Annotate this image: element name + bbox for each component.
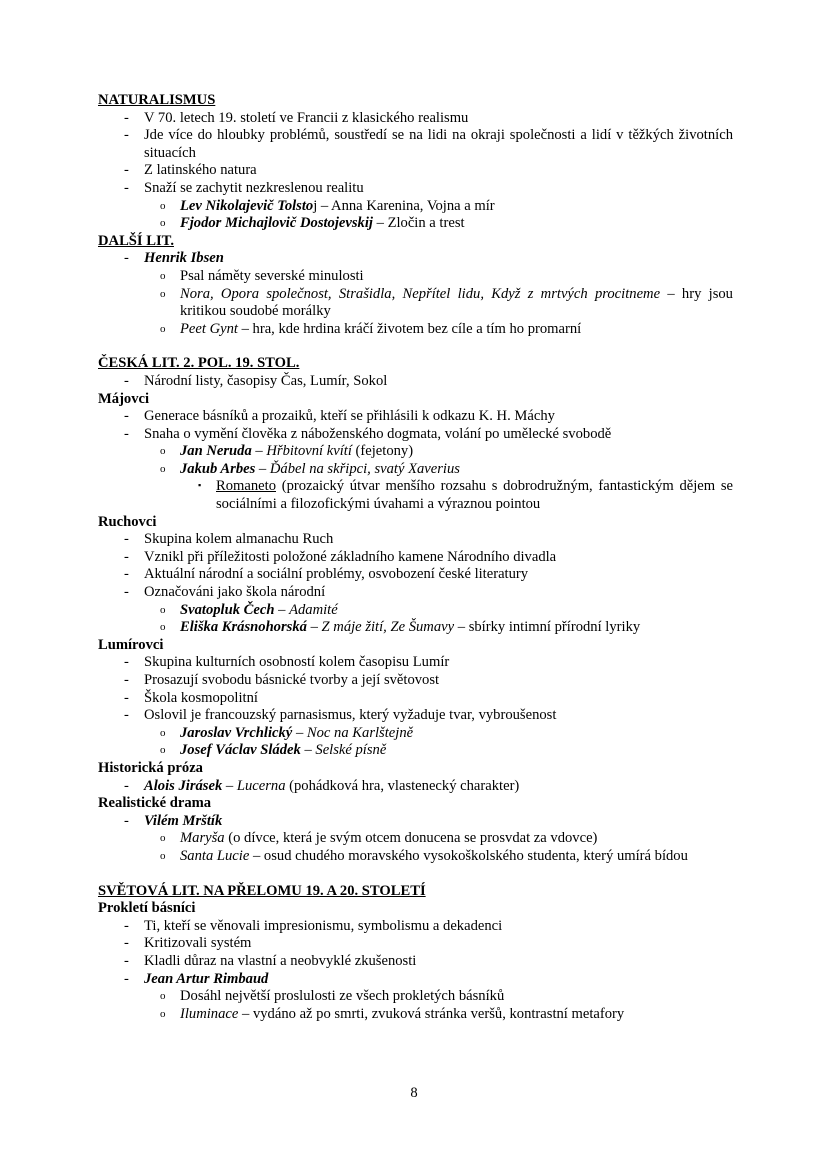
list-item-text: – hra, kde hrdina kráčí životem bez cíle a tím ho promarní bbox=[237, 320, 582, 337]
list-item-text: V 70. letech 19. století ve Francii z klasického realismu bbox=[144, 109, 469, 126]
dash-bullet: - bbox=[124, 548, 129, 565]
list-item bbox=[98, 813, 733, 831]
circle-bullet: o bbox=[160, 603, 166, 616]
work-title: Peet Gynt bbox=[180, 320, 238, 337]
list-item bbox=[98, 778, 733, 796]
dash-bullet: - bbox=[124, 109, 129, 126]
author-name: Svatopluk Čech bbox=[180, 601, 275, 618]
list-item bbox=[98, 619, 733, 637]
list-item-text: Snaha o vymění člověka z náboženského dogmata, volání po umělecké svobodě bbox=[144, 425, 612, 442]
list-item-tail: (pohádková hra, vlastenecký charakter) bbox=[285, 777, 520, 794]
dash-bullet: - bbox=[124, 952, 129, 969]
list-item-text: – vydáno až po smrti, zvuková stránka veršů, kontrastní metafory bbox=[238, 1005, 625, 1022]
dash-bullet: - bbox=[124, 812, 129, 829]
list-item bbox=[98, 443, 733, 461]
square-bullet: ▪ bbox=[198, 480, 202, 491]
dash-bullet: - bbox=[124, 127, 129, 144]
author-name: Alois Jirásek bbox=[144, 777, 223, 794]
subsection-heading-majovci: Májovci bbox=[98, 390, 150, 407]
page-number: 8 bbox=[410, 1085, 418, 1101]
dash-bullet: - bbox=[124, 672, 129, 688]
author-name: Lev Nikolajevič Tolsto bbox=[180, 197, 314, 214]
list-item bbox=[98, 654, 733, 672]
work-title: Lucerna bbox=[236, 777, 286, 794]
list-item-text: Jde více do hloubky problémů, soustředí se na lidi na okraji společnosti a lidí v těžkých životních situacích bbox=[144, 127, 733, 161]
list-item bbox=[98, 672, 733, 690]
list-item bbox=[98, 215, 733, 233]
list-item-text: Kladli důraz na vlastní a neobvyklé zkušenosti bbox=[144, 952, 417, 969]
list-item-text: – bbox=[274, 601, 290, 618]
list-item bbox=[98, 531, 733, 549]
list-item-text: – Zločin a trest bbox=[372, 215, 465, 232]
subsection-heading-historicka-proza: Historická próza bbox=[98, 759, 203, 776]
dash-bullet: - bbox=[124, 970, 129, 987]
dash-bullet: - bbox=[124, 372, 129, 389]
dash-bullet: - bbox=[124, 566, 129, 583]
dash-bullet: - bbox=[124, 935, 129, 952]
circle-bullet: o bbox=[160, 322, 166, 335]
list-item-text: Dosáhl největší proslulosti ze všech prokletých básníků bbox=[180, 988, 505, 1005]
list-item-text: (o dívce, která je svým otcem donucena se prosvdat za vdovce) bbox=[224, 830, 598, 847]
list-item-text: – bbox=[251, 443, 267, 460]
dash-bullet: - bbox=[124, 408, 129, 425]
list-item-text: Skupina kulturních osobností kolem časopisu Lumír bbox=[144, 654, 450, 671]
list-item-text: Oslovil je francouzský parnasismus, který vyžaduje tvar, vybroušenost bbox=[144, 707, 557, 724]
dash-bullet: - bbox=[124, 777, 129, 794]
list-item-text: Psal náměty severské minulosti bbox=[180, 267, 364, 284]
list-item bbox=[98, 180, 733, 198]
list-item bbox=[98, 971, 733, 989]
dash-bullet: - bbox=[124, 162, 129, 179]
list-item-text: – bbox=[292, 724, 307, 741]
work-title: Maryša bbox=[180, 830, 225, 847]
circle-bullet: o bbox=[160, 287, 166, 300]
list-item-text: Generace básníků a prozaiků, kteří se přihlásili k odkazu K. H. Máchy bbox=[144, 408, 555, 425]
circle-bullet: o bbox=[160, 621, 166, 634]
list-item bbox=[98, 707, 733, 725]
work-title: Selské písně bbox=[315, 742, 387, 759]
list-item bbox=[98, 918, 733, 936]
list-item-text: Vznikl při příležitosti položoné základního kamene Národního divadla bbox=[144, 548, 557, 565]
author-name: Eliška Krásnohorská bbox=[180, 619, 307, 636]
circle-bullet: o bbox=[160, 217, 166, 230]
list-item-text: Škola kosmopolitní bbox=[144, 689, 258, 706]
list-item bbox=[98, 268, 733, 286]
list-item-text: Označováni jako škola národní bbox=[144, 584, 326, 601]
list-item-text: Prosazují svobodu básnické tvorby a její světovost bbox=[144, 672, 440, 688]
subsection-heading-lumirovci: Lumírovci bbox=[98, 636, 164, 653]
circle-bullet: o bbox=[160, 269, 166, 282]
list-item-text: (prozaický útvar menšího rozsahu s dobrodružným, fantastickým dějem se sociálními a filozofickými úvahami a výraznou pointou bbox=[216, 478, 733, 513]
author-name: Fjodor Michajlovič Dostojevskij bbox=[180, 215, 373, 232]
list-item-text: – Anna Karenina, Vojna a mír bbox=[317, 197, 495, 214]
circle-bullet: o bbox=[160, 990, 166, 1003]
document-body bbox=[98, 92, 733, 1023]
section-heading-ceska-lit: ČESKÁ LIT. 2. POL. 19. STOL. bbox=[98, 355, 300, 372]
list-item-text: Skupina kolem almanachu Ruch bbox=[144, 531, 334, 548]
list-item bbox=[98, 426, 733, 444]
list-item bbox=[98, 935, 733, 953]
circle-bullet: o bbox=[160, 1007, 166, 1020]
dash-bullet: - bbox=[124, 584, 129, 601]
work-title: Santa Lucie bbox=[180, 847, 250, 864]
dash-bullet: - bbox=[124, 689, 129, 706]
list-item bbox=[98, 250, 733, 268]
list-item-text: – bbox=[300, 742, 316, 759]
subsection-heading-prokleti-basnici: Prokletí básníci bbox=[98, 900, 196, 917]
dash-bullet: - bbox=[124, 917, 129, 934]
list-item bbox=[98, 742, 733, 760]
list-item bbox=[98, 988, 733, 1006]
list-item-tail: (fejetony) bbox=[351, 443, 414, 460]
list-item bbox=[98, 198, 733, 216]
subsection-heading-ruchovci: Ruchovci bbox=[98, 513, 157, 530]
section-heading-dalsi-lit: DALŠÍ LIT. bbox=[98, 232, 174, 249]
section-spacer bbox=[98, 338, 733, 355]
author-name: Josef Václav Sládek bbox=[180, 742, 301, 759]
circle-bullet: o bbox=[160, 849, 166, 862]
work-title: Hřbitovní kvítí bbox=[266, 443, 352, 460]
list-item-text: – bbox=[255, 460, 270, 477]
list-item bbox=[98, 110, 733, 128]
list-item bbox=[98, 690, 733, 708]
circle-bullet: o bbox=[160, 726, 166, 739]
circle-bullet: o bbox=[160, 445, 166, 458]
work-title: Nora, Opora společnost, Strašidla, Nepřítel lidu, Když z mrtvých procitneme bbox=[180, 285, 661, 302]
term: Romaneto bbox=[216, 478, 276, 495]
list-item bbox=[98, 162, 733, 180]
dash-bullet: - bbox=[124, 250, 129, 267]
dash-bullet: - bbox=[124, 654, 129, 671]
list-item bbox=[98, 953, 733, 971]
list-item bbox=[98, 848, 733, 866]
author-name: Jakub Arbes bbox=[180, 460, 256, 477]
dash-bullet: - bbox=[124, 531, 129, 548]
list-item bbox=[98, 461, 733, 479]
circle-bullet: o bbox=[160, 199, 166, 212]
list-item-text: Ti, kteří se věnovali impresionismu, symbolismu a dekadenci bbox=[144, 917, 503, 934]
author-name-tail: j bbox=[313, 197, 318, 214]
list-item bbox=[98, 584, 733, 602]
list-item bbox=[98, 549, 733, 567]
list-item-text: – bbox=[222, 777, 237, 794]
list-item-text: Snaží se zachytit nezkreslenou realitu bbox=[144, 179, 364, 196]
list-item-text: Z latinského natura bbox=[144, 162, 257, 179]
list-item bbox=[98, 321, 733, 339]
work-title: Adamité bbox=[289, 601, 338, 618]
author-name: Jan Neruda bbox=[180, 443, 252, 460]
list-item-text: Kritizovali systém bbox=[144, 935, 252, 952]
list-item-text: Národní listy, časopisy Čas, Lumír, Sokol bbox=[144, 372, 388, 389]
list-item bbox=[98, 478, 733, 513]
work-title: Iluminace bbox=[180, 1005, 239, 1022]
list-item-text: – bbox=[306, 619, 322, 636]
list-item bbox=[98, 725, 733, 743]
list-item bbox=[98, 1006, 733, 1024]
list-item-text: – hry jsou kritikou soudobé morálky bbox=[180, 285, 733, 320]
work-title: Z máje žití, Ze Šumavy bbox=[321, 619, 455, 636]
work-title: Ďábel na skřipci, svatý Xaverius bbox=[269, 460, 460, 477]
dash-bullet: - bbox=[124, 179, 129, 196]
work-title: Noc na Karlštejně bbox=[306, 724, 414, 741]
dash-bullet: - bbox=[124, 707, 129, 724]
list-item-tail: – sbírky intimní přírodní lyriky bbox=[454, 619, 641, 636]
list-item-text: – osud chudého moravského vysokoškolského studenta, který umírá bídou bbox=[249, 847, 688, 864]
list-item bbox=[98, 408, 733, 426]
section-heading-naturalismus: NATURALISMUS bbox=[98, 92, 216, 108]
circle-bullet: o bbox=[160, 832, 166, 845]
list-item bbox=[98, 830, 733, 848]
list-item bbox=[98, 566, 733, 584]
circle-bullet: o bbox=[160, 744, 166, 757]
list-item bbox=[98, 602, 733, 620]
author-name: Jaroslav Vrchlický bbox=[180, 724, 293, 741]
list-item bbox=[98, 373, 733, 391]
list-item-text: Aktuální národní a sociální problémy, osvobození české literatury bbox=[144, 566, 529, 583]
author-name: Vilém Mrštík bbox=[144, 812, 223, 829]
author-name: Jean Artur Rimbaud bbox=[144, 970, 269, 987]
section-spacer bbox=[98, 866, 733, 883]
list-item bbox=[98, 127, 733, 162]
list-item bbox=[98, 286, 733, 321]
section-heading-svetova-lit: SVĚTOVÁ LIT. NA PŘELOMU 19. A 20. STOLETÍ bbox=[98, 882, 426, 899]
subsection-heading-realisticke-drama: Realistické drama bbox=[98, 795, 212, 812]
author-name: Henrik Ibsen bbox=[144, 250, 224, 267]
circle-bullet: o bbox=[160, 462, 166, 475]
dash-bullet: - bbox=[124, 425, 129, 442]
